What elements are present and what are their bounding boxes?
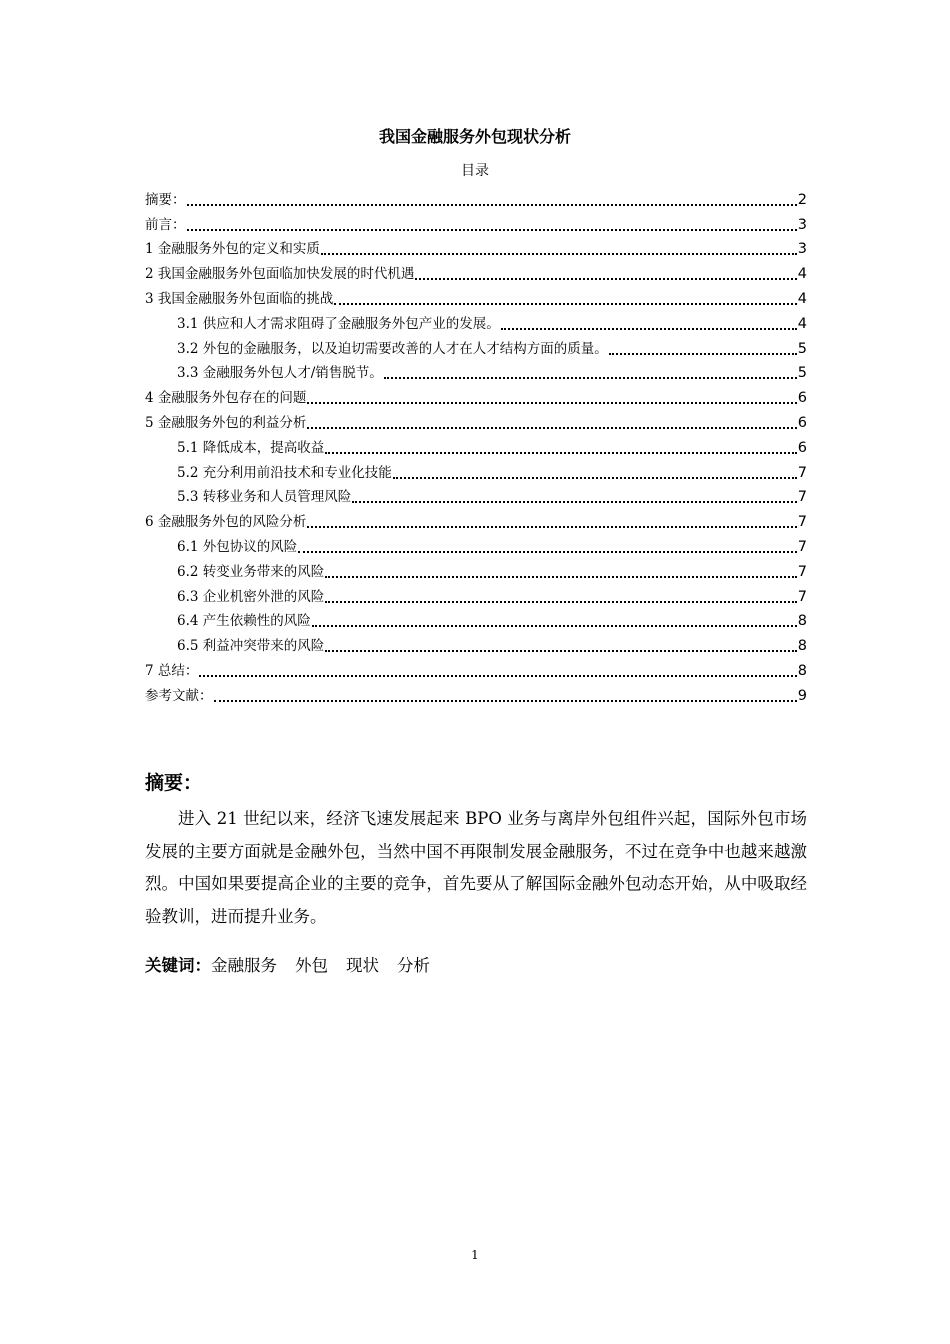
toc-entry-page: 6 — [797, 390, 807, 407]
toc-entry-text: 6.2 转变业务带来的风险 — [177, 563, 325, 580]
toc-entry-page: 2 — [797, 191, 807, 208]
abstract-heading: 摘要： — [145, 772, 203, 794]
toc-leader-dots — [307, 526, 796, 528]
toc-leader-dots — [325, 576, 797, 578]
keyword: 现状 — [346, 956, 379, 975]
toc-entry[interactable] — [145, 258, 807, 283]
toc-entry-text: 6 金融服务外包的风险分析 — [145, 514, 307, 531]
toc-leader-dots — [214, 700, 797, 702]
toc-leader-dots — [334, 303, 796, 305]
keyword: 外包 — [295, 956, 328, 975]
toc-entry[interactable] — [145, 432, 807, 457]
toc-entry-page: 8 — [797, 638, 807, 655]
toc-entry-text: 7 总结： — [145, 662, 199, 679]
toc-entry-page: 4 — [797, 266, 807, 283]
toc-entry-text: 5.1 降低成本，提高收益 — [177, 439, 325, 456]
toc-entry-text: 3.1 供应和人才需求阻碍了金融服务外包产业的发展。 — [177, 315, 500, 332]
toc-leader-dots — [321, 253, 797, 255]
toc-entry-text: 参考文献： — [145, 687, 213, 704]
toc-entry-page: 8 — [797, 613, 807, 630]
keywords-line — [145, 952, 448, 980]
toc-entry-text: 2 我国金融服务外包面临加快发展的时代机遇 — [145, 266, 415, 283]
toc-entry-page: 7 — [797, 563, 807, 580]
toc-entry-text: 3.3 金融服务外包人才/销售脱节。 — [177, 365, 383, 382]
toc-leader-dots — [325, 452, 797, 454]
toc-entry[interactable] — [145, 358, 807, 383]
toc-entry-page: 4 — [797, 315, 807, 332]
toc-entry-text: 5.3 转移业务和人员管理风险 — [177, 489, 352, 506]
toc-entry-text: 前言： — [145, 216, 186, 233]
toc-entry[interactable] — [145, 482, 807, 507]
table-of-contents — [145, 184, 807, 705]
toc-leader-dots — [352, 501, 797, 503]
toc-entry-page: 5 — [797, 340, 807, 357]
toc-leader-dots — [187, 204, 797, 206]
toc-entry[interactable] — [145, 630, 807, 655]
toc-entry-page: 7 — [797, 464, 807, 481]
toc-entry-page: 7 — [797, 514, 807, 531]
toc-leader-dots — [199, 675, 796, 677]
toc-leader-dots — [415, 278, 796, 280]
toc-entry[interactable] — [145, 209, 807, 234]
toc-entry-text: 4 金融服务外包存在的问题 — [145, 390, 307, 407]
toc-leader-dots — [298, 551, 797, 553]
toc-entry-page: 9 — [797, 687, 807, 704]
toc-heading: 目录 — [461, 163, 489, 179]
keywords-label: 关键词： — [145, 956, 211, 975]
document-title: 我国金融服务外包现状分析 — [378, 127, 571, 146]
keyword: 金融服务 — [211, 956, 277, 975]
toc-entry[interactable] — [145, 655, 807, 680]
toc-entry-text: 6.1 外包协议的风险 — [177, 538, 298, 555]
toc-entry[interactable] — [145, 407, 807, 432]
toc-leader-dots — [393, 477, 797, 479]
toc-entry[interactable] — [145, 382, 807, 407]
toc-leader-dots — [325, 601, 797, 603]
toc-entry[interactable] — [145, 234, 807, 259]
toc-entry-page: 3 — [797, 241, 807, 258]
keyword: 分析 — [397, 956, 430, 975]
toc-entry[interactable] — [145, 506, 807, 531]
toc-leader-dots — [325, 650, 797, 652]
toc-entry-page: 4 — [797, 290, 807, 307]
toc-entry-page: 6 — [797, 439, 807, 456]
toc-entry[interactable] — [145, 680, 807, 705]
toc-entry[interactable] — [145, 457, 807, 482]
abstract-body: 进入 21 世纪以来，经济飞速发展起来 BPO 业务与离岸外包组件兴起，国际外包市场发展的主要方面就是金融外包，当然中国不再限制发展金融服务，不过在竞争中也越来越激烈。中国如果要提高企业的主要的竞争，首先要从了解国际金融外包动态开始，从中吸取经验教训，进而提升业务。 — [145, 809, 807, 926]
toc-entry-text: 5.2 充分利用前沿技术和专业化技能 — [177, 464, 392, 481]
toc-entry-text: 1 金融服务外包的定义和实质 — [145, 241, 320, 258]
page-number: 1 — [471, 1248, 479, 1262]
toc-entry-page: 7 — [797, 489, 807, 506]
toc-leader-dots — [501, 328, 797, 330]
toc-entry-text: 6.3 企业机密外泄的风险 — [177, 588, 325, 605]
toc-entry[interactable] — [145, 308, 807, 333]
toc-entry-text: 摘要： — [145, 191, 186, 208]
toc-leader-dots — [187, 229, 797, 231]
toc-leader-dots — [384, 377, 797, 379]
toc-entry[interactable] — [145, 556, 807, 581]
toc-entry-text: 3 我国金融服务外包面临的挑战 — [145, 290, 334, 307]
toc-entry[interactable] — [145, 184, 807, 209]
toc-entry-text: 3.2 外包的金融服务，以及迫切需要改善的人才在人才结构方面的质量。 — [177, 340, 608, 357]
toc-entry-page: 3 — [797, 216, 807, 233]
toc-leader-dots — [307, 402, 796, 404]
toc-leader-dots — [307, 427, 796, 429]
toc-entry[interactable] — [145, 531, 807, 556]
toc-entry[interactable] — [145, 333, 807, 358]
toc-entry[interactable] — [145, 283, 807, 308]
toc-entry[interactable] — [145, 581, 807, 606]
toc-entry-text: 6.5 利益冲突带来的风险 — [177, 638, 325, 655]
toc-entry-page: 8 — [797, 662, 807, 679]
toc-entry-text: 5 金融服务外包的利益分析 — [145, 414, 307, 431]
toc-entry-page: 6 — [797, 414, 807, 431]
toc-entry-page: 7 — [797, 588, 807, 605]
toc-entry[interactable] — [145, 606, 807, 631]
toc-leader-dots — [609, 353, 797, 355]
toc-leader-dots — [312, 625, 797, 627]
toc-entry-text: 6.4 产生依赖性的风险 — [177, 613, 311, 630]
toc-entry-page: 5 — [797, 365, 807, 382]
toc-entry-page: 7 — [797, 538, 807, 555]
